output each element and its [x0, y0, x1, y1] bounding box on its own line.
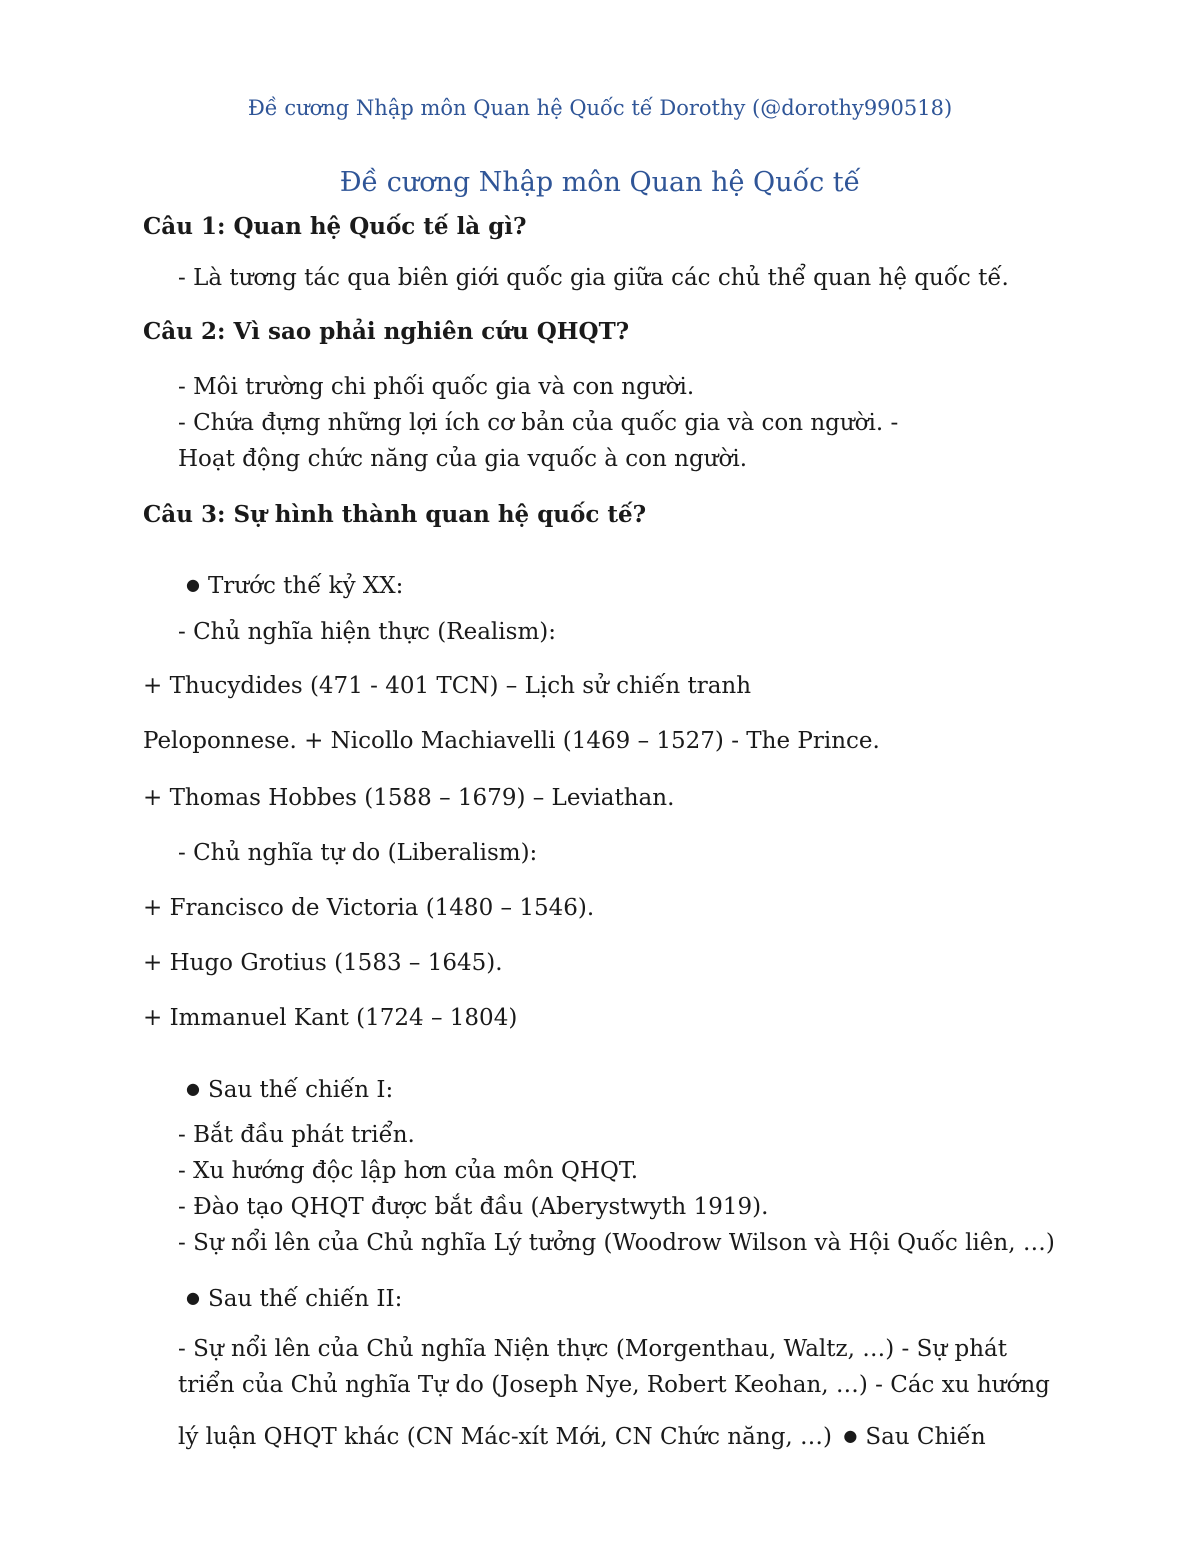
liberalism-item-2: + Hugo Grotius (1583 – 1645).	[143, 950, 503, 976]
liberalism-heading: - Chủ nghĩa tự do (Liberalism):	[178, 840, 538, 866]
bullet-icon: ●	[186, 1288, 200, 1307]
ww2-item-3-text: lý luận QHQT khác (CN Mác-xít Mới, CN Chức năng, …)	[178, 1424, 833, 1450]
bullet-label: Sau thế chiến I:	[207, 1077, 394, 1103]
realism-item-3: + Thomas Hobbes (1588 – 1679) – Leviathan.	[143, 785, 675, 811]
ww2-item-3	[178, 1421, 986, 1452]
bullet-before-20th-century	[186, 570, 403, 601]
ww1-item-2: - Xu hướng độc lập hơn của môn QHQT.	[178, 1158, 639, 1184]
ww1-item-4: - Sự nổi lên của Chủ nghĩa Lý tưởng (Woodrow Wilson và Hội Quốc liên, …)	[178, 1230, 1055, 1256]
liberalism-item-3: + Immanuel Kant (1724 – 1804)	[143, 1005, 518, 1031]
realism-item-2: Peloponnese. + Nicollo Machiavelli (1469 – 1527) - The Prince.	[143, 728, 880, 754]
bullet-icon: ●	[843, 1426, 858, 1445]
question-1-answer: - Là tương tác qua biên giới quốc gia giữa các chủ thể quan hệ quốc tế.	[178, 265, 1009, 291]
ww2-item-2: triển của Chủ nghĩa Tự do (Joseph Nye, Robert Keohan, …) - Các xu hướng	[178, 1372, 1050, 1398]
bullet-icon: ●	[186, 1079, 200, 1098]
question-2-answer-2: - Chứa đựng những lợi ích cơ bản của quốc gia và con người. -	[178, 410, 899, 436]
realism-heading: - Chủ nghĩa hiện thực (Realism):	[178, 619, 556, 645]
ww1-item-3: - Đào tạo QHQT được bắt đầu (Aberystwyth 1919).	[178, 1194, 769, 1220]
bullet-post-war-label: Sau Chiến	[865, 1424, 986, 1450]
realism-item-1: + Thucydides (471 - 401 TCN) – Lịch sử chiến tranh	[143, 673, 752, 699]
bullet-after-ww2	[186, 1283, 402, 1314]
ww2-item-1: - Sự nổi lên của Chủ nghĩa Niện thực (Morgenthau, Waltz, …) - Sự phát	[178, 1336, 1008, 1362]
liberalism-item-1: + Francisco de Victoria (1480 – 1546).	[143, 895, 595, 921]
question-2-answer-1: - Môi trường chi phối quốc gia và con người.	[178, 374, 695, 400]
ww1-item-1: - Bắt đầu phát triển.	[178, 1122, 415, 1148]
document-title: Đề cương Nhập môn Quan hệ Quốc tế	[339, 167, 861, 198]
bullet-label: Trước thế kỷ XX:	[207, 573, 404, 599]
bullet-label: Sau thế chiến II:	[207, 1286, 403, 1312]
running-header: Đề cương Nhập môn Quan hệ Quốc tế Dorothy (@dorothy990518)	[247, 96, 953, 120]
question-2-answer-3: Hoạt động chức năng của gia vquốc à con người.	[178, 446, 748, 472]
question-1-heading: Câu 1: Quan hệ Quốc tế là gì?	[143, 213, 527, 240]
question-3-heading: Câu 3: Sự hình thành quan hệ quốc tế?	[143, 501, 647, 528]
bullet-icon: ●	[186, 575, 200, 594]
question-2-heading: Câu 2: Vì sao phải nghiên cứu QHQT?	[143, 318, 630, 345]
bullet-after-ww1	[186, 1074, 393, 1105]
